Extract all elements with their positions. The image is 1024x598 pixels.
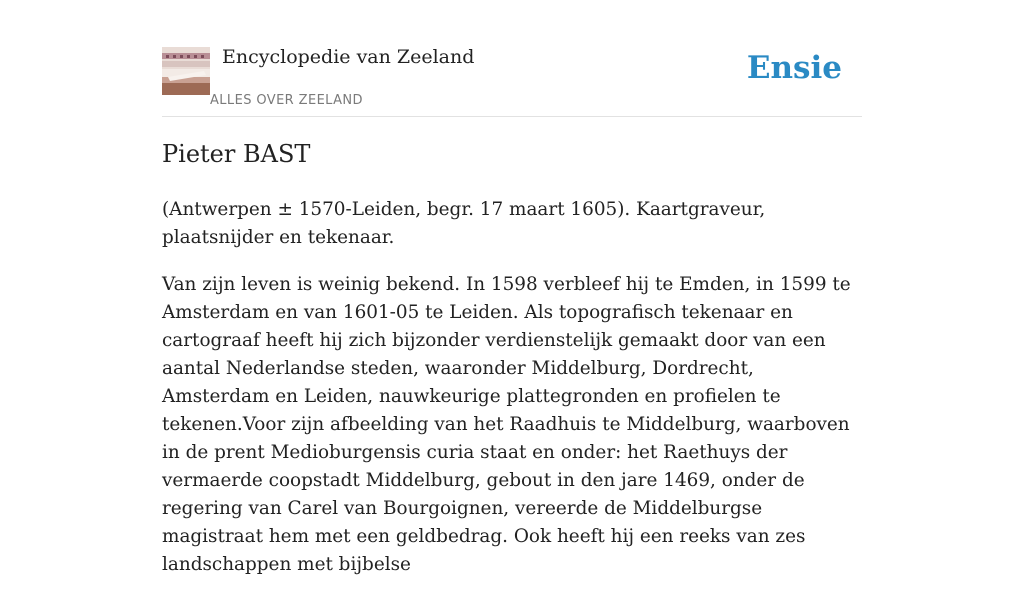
brand-logo[interactable]: Ensie [746,50,842,86]
article [162,136,862,598]
site-logo-image [162,47,210,95]
site-subtitle: ALLES OVER ZEELAND [210,93,363,108]
site-header [162,44,862,117]
site-title[interactable]: Encyclopedie van Zeeland [222,46,475,68]
article-paragraph: Van zijn leven is weinig bekend. In 1598 verbleef hij te Emden, in 1599 te Amsterdam en van 1601-05 te Leiden. Als topografisch tekenaar en cartograaf heeft hij zich bijzonder verdienstelijk gemaakt door van een aantal Nederlandse steden, waaronder Middelburg, Dordrecht, Amsterdam en Leiden, nauwkeurige plattegronden en profielen te tekenen.Voor zijn afbeelding van het Raadhuis te Middelburg, waarboven in de prent Medioburgensis curia staat en onder: het Raethuys der vermaerde coopstadt Middelburg, gebout in den jare 1469, onder de regering van Carel van Bourgoignen, vereerde de Middelburgse magistraat hem met een geldbedrag. Ook heeft hij een reeks van zes landschappen met bijbelse [162,274,851,575]
site-logo-avatar[interactable] [162,47,210,95]
article-title: Pieter BAST [162,140,311,168]
article-paragraph: (Antwerpen ± 1570-Leiden, begr. 17 maart 1605). Kaartgraveur, plaatsnijder en tekenaar. [162,199,766,248]
